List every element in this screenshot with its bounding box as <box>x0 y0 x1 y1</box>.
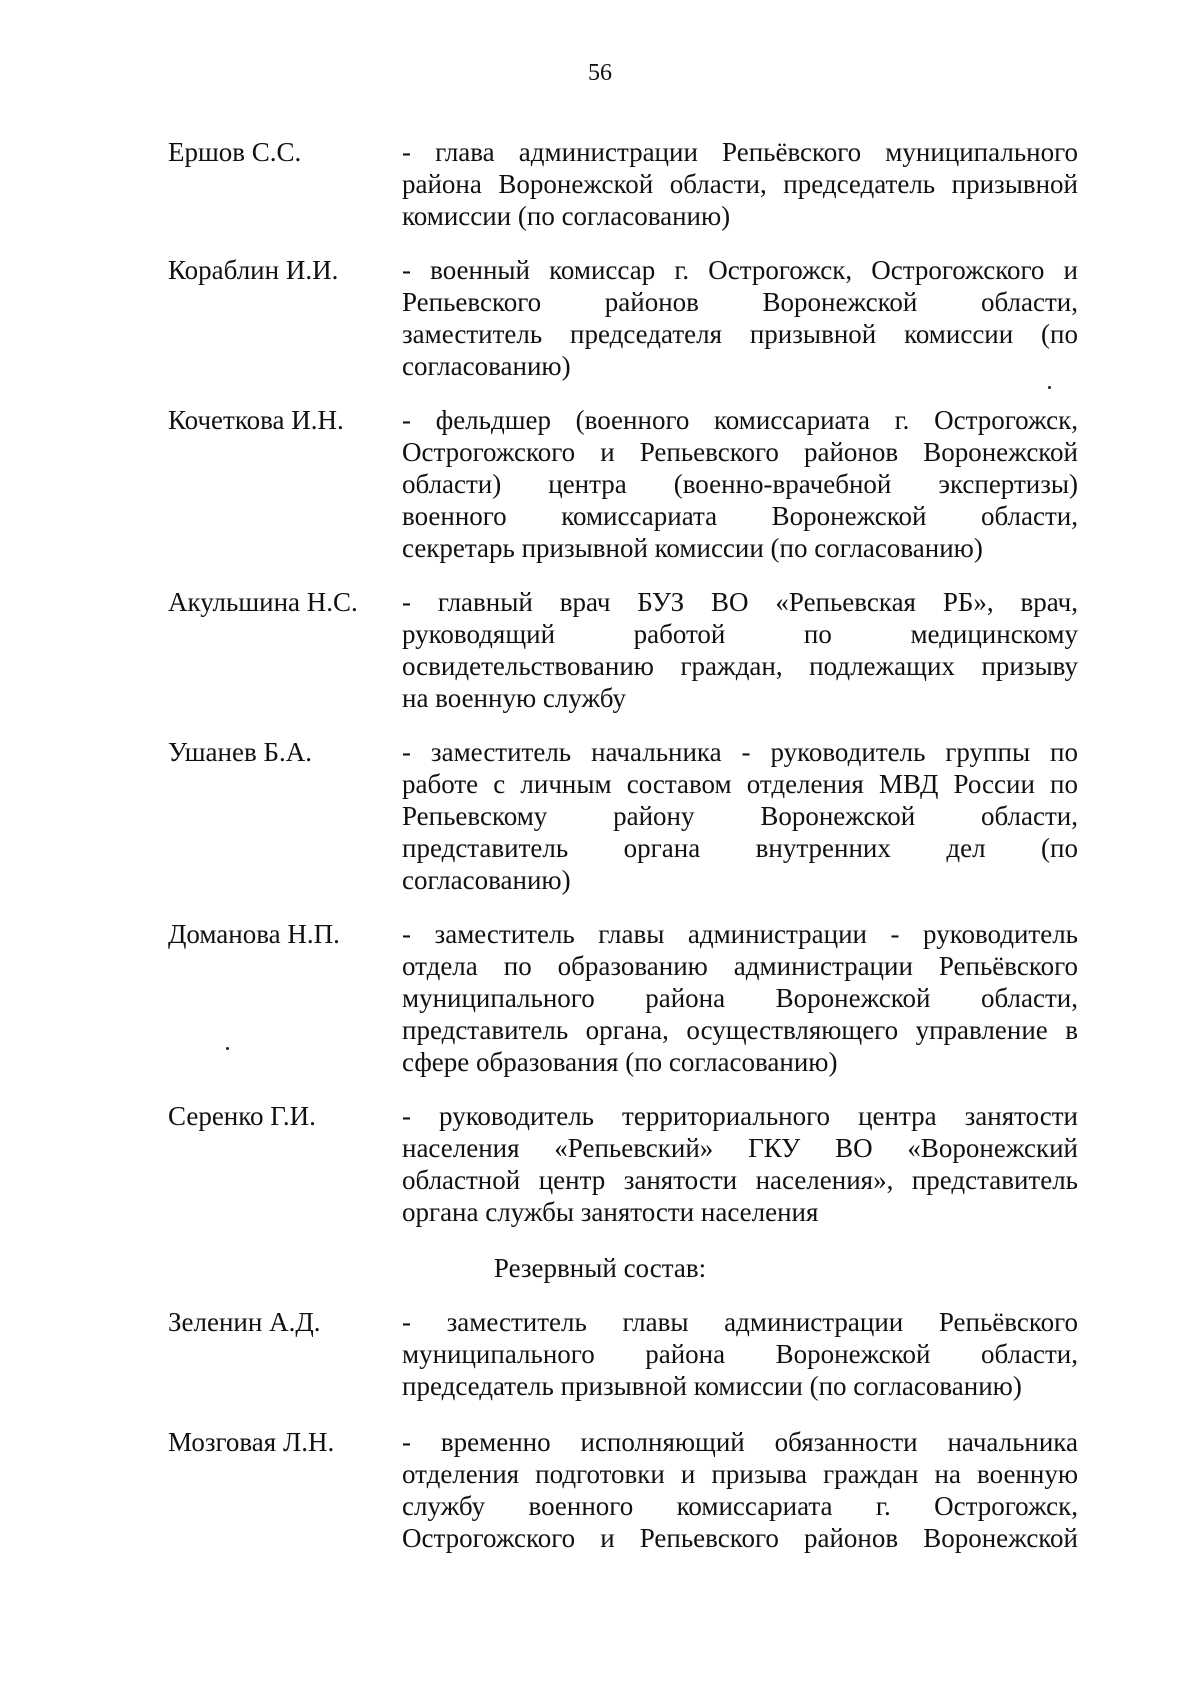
description-line: согласованию) <box>402 865 571 895</box>
page-number: 56 <box>588 60 612 86</box>
member-description <box>402 918 1078 1078</box>
member-name: Кочеткова И.Н. <box>168 405 344 435</box>
description-line: освидетельствованию граждан, подлежащих призыву <box>402 651 1078 681</box>
description-line: на военную службу <box>402 683 626 713</box>
description-line: - главный врач БУЗ ВО «Репьевская РБ», врач, <box>402 587 1078 617</box>
member-description <box>402 254 1078 382</box>
description-line: области) центра (военно-врачебной экспертизы) <box>402 469 1078 499</box>
description-line: областной центр занятости населения», представитель <box>402 1165 1078 1195</box>
description-line: муниципального района Воронежской области, <box>402 1339 1078 1369</box>
member-name: Серенко Г.И. <box>168 1101 316 1131</box>
scan-speck <box>1048 386 1051 389</box>
description-line: военного комиссариата Воронежской области, <box>402 501 1078 531</box>
description-line: - заместитель главы администрации Репьёвского <box>402 1307 1078 1337</box>
description-line: службу военного комиссариата г. Острогожск, <box>402 1491 1078 1521</box>
member-description <box>402 136 1078 232</box>
member-name: Зеленин А.Д. <box>168 1307 321 1337</box>
member-name: Ершов С.С. <box>168 137 302 167</box>
member-description <box>402 586 1078 714</box>
member-description <box>402 404 1078 564</box>
description-line: представитель органа, осуществляющего управление в <box>402 1015 1078 1045</box>
member-description <box>402 736 1078 896</box>
description-line: согласованию) <box>402 351 571 381</box>
description-line: работе с личным составом отделения МВД России по <box>402 769 1078 799</box>
description-line: отдела по образованию администрации Репьёвского <box>402 951 1078 981</box>
description-line: отделения подготовки и призыва граждан на военную <box>402 1459 1078 1489</box>
description-line: - заместитель главы администрации - руководитель <box>402 919 1078 949</box>
description-line: заместитель председателя призывной комиссии (по <box>402 319 1078 349</box>
member-name: Доманова Н.П. <box>168 919 340 949</box>
description-line: - руководитель территориального центра занятости <box>402 1101 1078 1131</box>
description-line: Острогожского и Репьевского районов Воронежской <box>402 437 1078 467</box>
description-line: секретарь призывной комиссии (по согласованию) <box>402 533 983 563</box>
member-name: Акульшина Н.С. <box>168 587 358 617</box>
description-line: - фельдшер (военного комиссариата г. Острогожск, <box>402 405 1078 435</box>
member-name: Мозговая Л.Н. <box>168 1427 335 1457</box>
description-line: - временно исполняющий обязанности начальника <box>402 1427 1078 1457</box>
description-line: руководящий работой по медицинскому <box>402 619 1078 649</box>
description-line: Репьевскому району Воронежской области, <box>402 801 1078 831</box>
description-line: комиссии (по согласованию) <box>402 201 731 231</box>
description-line: сфере образования (по согласованию) <box>402 1047 838 1077</box>
description-line: района Воронежской области, председатель призывной <box>402 169 1078 199</box>
description-line: Острогожского и Репьевского районов Воронежской <box>402 1523 1078 1553</box>
member-description <box>402 1306 1078 1402</box>
member-name: Ушанев Б.А. <box>168 737 312 767</box>
member-description <box>402 1100 1078 1228</box>
description-line: муниципального района Воронежской области, <box>402 983 1078 1013</box>
description-line: - заместитель начальника - руководитель группы по <box>402 737 1078 767</box>
description-line: представитель органа внутренних дел (по <box>402 833 1078 863</box>
member-name: Кораблин И.И. <box>168 255 339 285</box>
member-description <box>402 1426 1078 1554</box>
description-line: Репьевского районов Воронежской области, <box>402 287 1078 317</box>
scan-speck <box>226 1047 229 1050</box>
description-line: органа службы занятости населения <box>402 1197 819 1227</box>
reserve-heading: Резервный состав: <box>493 1253 707 1283</box>
description-line: населения «Репьевский» ГКУ ВО «Воронежский <box>402 1133 1078 1163</box>
description-line: - глава администрации Репьёвского муниципального <box>402 137 1078 167</box>
description-line: - военный комиссар г. Острогожск, Острогожского и <box>402 255 1078 285</box>
description-line: председатель призывной комиссии (по согласованию) <box>402 1371 1022 1401</box>
